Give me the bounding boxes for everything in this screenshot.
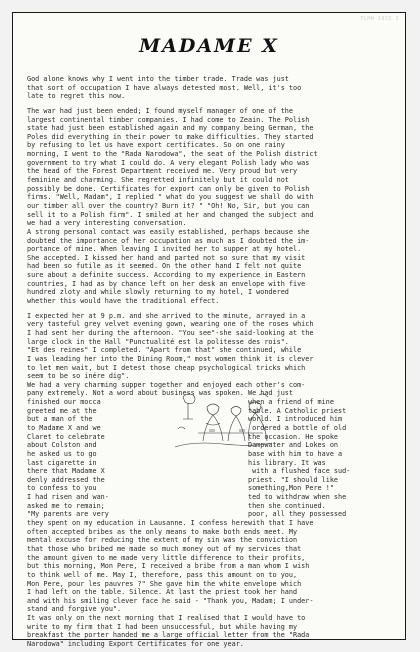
text-line: by refusing to let us have export certificates. So on one rainy bbox=[27, 141, 285, 150]
text-line: denly addressed the priest. "I should like bbox=[27, 475, 338, 484]
text-line: God alone knows why I went into the timber trade. Trade was just bbox=[27, 75, 289, 83]
text-line: government to try what I could do. A very elegant Polish lady who was bbox=[27, 158, 310, 167]
text-line: often accepted bribes as the only means to make both ends meet. My bbox=[27, 527, 298, 536]
text-line: to Madame X and we ordered a bottle of old bbox=[27, 423, 347, 432]
text-line: I had risen and wan- ted to withdraw when she bbox=[27, 493, 347, 502]
paragraph-office-visit bbox=[27, 107, 399, 306]
text-line: feminine and charming. She regretted infinitely but it could not bbox=[27, 176, 289, 185]
text-line: write to my firm that I had been unsuccessful, but while having my bbox=[27, 622, 298, 631]
text-line: morning, I went to the "Rada Narodowa", the seat of the Polish district bbox=[27, 150, 318, 159]
text-line: Mon Pere, pour les pauvres ?" She gave him the white envelope which bbox=[27, 579, 302, 588]
text-line: portance of mine. When leaving I invited her to supper at my hotel. bbox=[27, 245, 302, 254]
text-line: I had left on the table. Silence. At last the priest took her hand bbox=[27, 588, 298, 597]
text-line: last cigarette in his library. It was bbox=[27, 458, 326, 467]
text-line: had been so futile as it seemed. On the other hand I felt not quite bbox=[27, 262, 302, 271]
text-line: sell it to a Polish firm". I smiled at her and changed the subject and bbox=[27, 210, 314, 219]
text-line: Poles did everything in their power to make difficulties. They started bbox=[27, 132, 314, 141]
text-line: seem to be so inére dig". bbox=[27, 372, 130, 381]
text-line: very tasteful grey velvet evening gown, wearing one of the roses which bbox=[27, 320, 314, 329]
text-line: the amount given to me made very little difference to their profits, bbox=[27, 553, 306, 562]
text-line: the head of the Forest Department received me. Very proud but very bbox=[27, 167, 298, 176]
archive-stamp: FLMW 1955 2 bbox=[360, 16, 399, 22]
text-line: state had just been established again and my company being German, the bbox=[27, 124, 314, 133]
typed-page bbox=[12, 12, 406, 648]
text-line: sure about a definite success. According to my experience in Eastern bbox=[27, 271, 306, 280]
text-line: I was leading her into the Dining Room," most women think it is clever bbox=[27, 354, 314, 363]
text-line: that those who bribed me made so much money out of my services that bbox=[27, 544, 302, 553]
text-line: late to regret this now. bbox=[27, 92, 126, 101]
text-line: possibly be done. Certificates for export can only be given to Polish bbox=[27, 184, 310, 193]
text-line: to think well of me. May I, therefore, pass this amount on to you, bbox=[27, 570, 298, 579]
story-body bbox=[27, 75, 399, 649]
text-line: A strong personal contact was easily established, perhaps because she bbox=[27, 227, 310, 236]
text-line: countries, I had as by chance left on her desk an envelope with five bbox=[27, 279, 306, 288]
text-line: firms. "Well, Madam", I replied " what do you suggest we shall do with bbox=[27, 193, 314, 202]
text-line: doubted the importance of her occupation as much as I doubted the im- bbox=[27, 236, 310, 245]
text-line: large clock in the Hall "Punctualité est la politesse des rois". bbox=[27, 337, 289, 346]
paragraph-supper bbox=[27, 312, 399, 649]
text-line: to confess to you something,Mon Pere !" bbox=[27, 484, 334, 493]
text-line: whether this would have the traditional effect. bbox=[27, 297, 220, 306]
text-line: "Et des reines" I completed. "Apart from that" she continued, while bbox=[27, 346, 302, 355]
text-line: but this morning, Mon Pere, I received a bribe from a man whom I wish bbox=[27, 562, 310, 571]
text-line: to let men wait, but I detest those cheap psychological tricks which bbox=[27, 363, 306, 372]
text-line: "My parents are very poor, all they possessed bbox=[27, 510, 347, 519]
text-line: about Colston and Dampwater and Lokes on bbox=[27, 441, 338, 450]
text-line: The war had just been ended; I found myself manager of one of the bbox=[27, 106, 293, 115]
text-line: Narodowa" including Export Certificates for one year. bbox=[27, 640, 244, 648]
story-title: MADAME X bbox=[139, 35, 279, 57]
text-line: but a man of the world. I introduced him bbox=[27, 415, 343, 424]
text-line: We had a very charming supper together and enjoyed each other's com- bbox=[27, 380, 306, 389]
sketch-illustration bbox=[173, 389, 274, 451]
text-line: pany extremely. Not a word about business was spoken. We had just bbox=[27, 389, 293, 398]
text-line: finished our mocca when a friend of mine bbox=[27, 398, 334, 407]
paragraph-opening bbox=[27, 75, 399, 101]
text-line: greeted me at the table. A Catholic priest bbox=[27, 406, 347, 415]
text-line: they spent on my education in Lausanne. I confess herewith that I have bbox=[27, 519, 314, 528]
text-line: hundred zloty and while slowly returning to my hotel, I wondered bbox=[27, 288, 289, 297]
text-line: he asked us to go base with him to have a bbox=[27, 449, 343, 458]
text-line: mental excuse for reducing the extent of my sin was the conviction bbox=[27, 536, 298, 545]
text-line: largest continental timber companies. I had come to Zeain. The Polish bbox=[27, 115, 310, 124]
text-line: our timber all over the country? Burn it? " "Oh! No, Sir, but you can bbox=[27, 201, 310, 210]
text-line: She accepted. I kissed her hand and parted not so sure that my visit bbox=[27, 253, 306, 262]
text-line: that sort of occupation I have always detested most. Well, it's too bbox=[27, 83, 302, 92]
text-line: breakfast the porter handed me a large official letter from the "Rada bbox=[27, 631, 310, 640]
text-line: I had sent her during the afternoon. "You see"-she said-looking at the bbox=[27, 328, 314, 337]
text-line: I expected her at 9 p.m. and she arrived to the minute, arrayed in a bbox=[27, 311, 306, 320]
text-line: asked me to remain; then she continued. bbox=[27, 501, 326, 510]
text-line: stand and forgive you". bbox=[27, 605, 122, 614]
text-line: there that Madame X with a flushed face sud- bbox=[27, 467, 351, 476]
text-line: It was only on the next morning that I realised that I would have to bbox=[27, 614, 306, 623]
text-line: we had a very interesting conversation. bbox=[27, 219, 187, 228]
text-line: and with his smiling clever face he said - "Thank you, Madam; I under- bbox=[27, 596, 314, 605]
text-line: Claret to celebrate the occasion. He spoke bbox=[27, 432, 338, 441]
